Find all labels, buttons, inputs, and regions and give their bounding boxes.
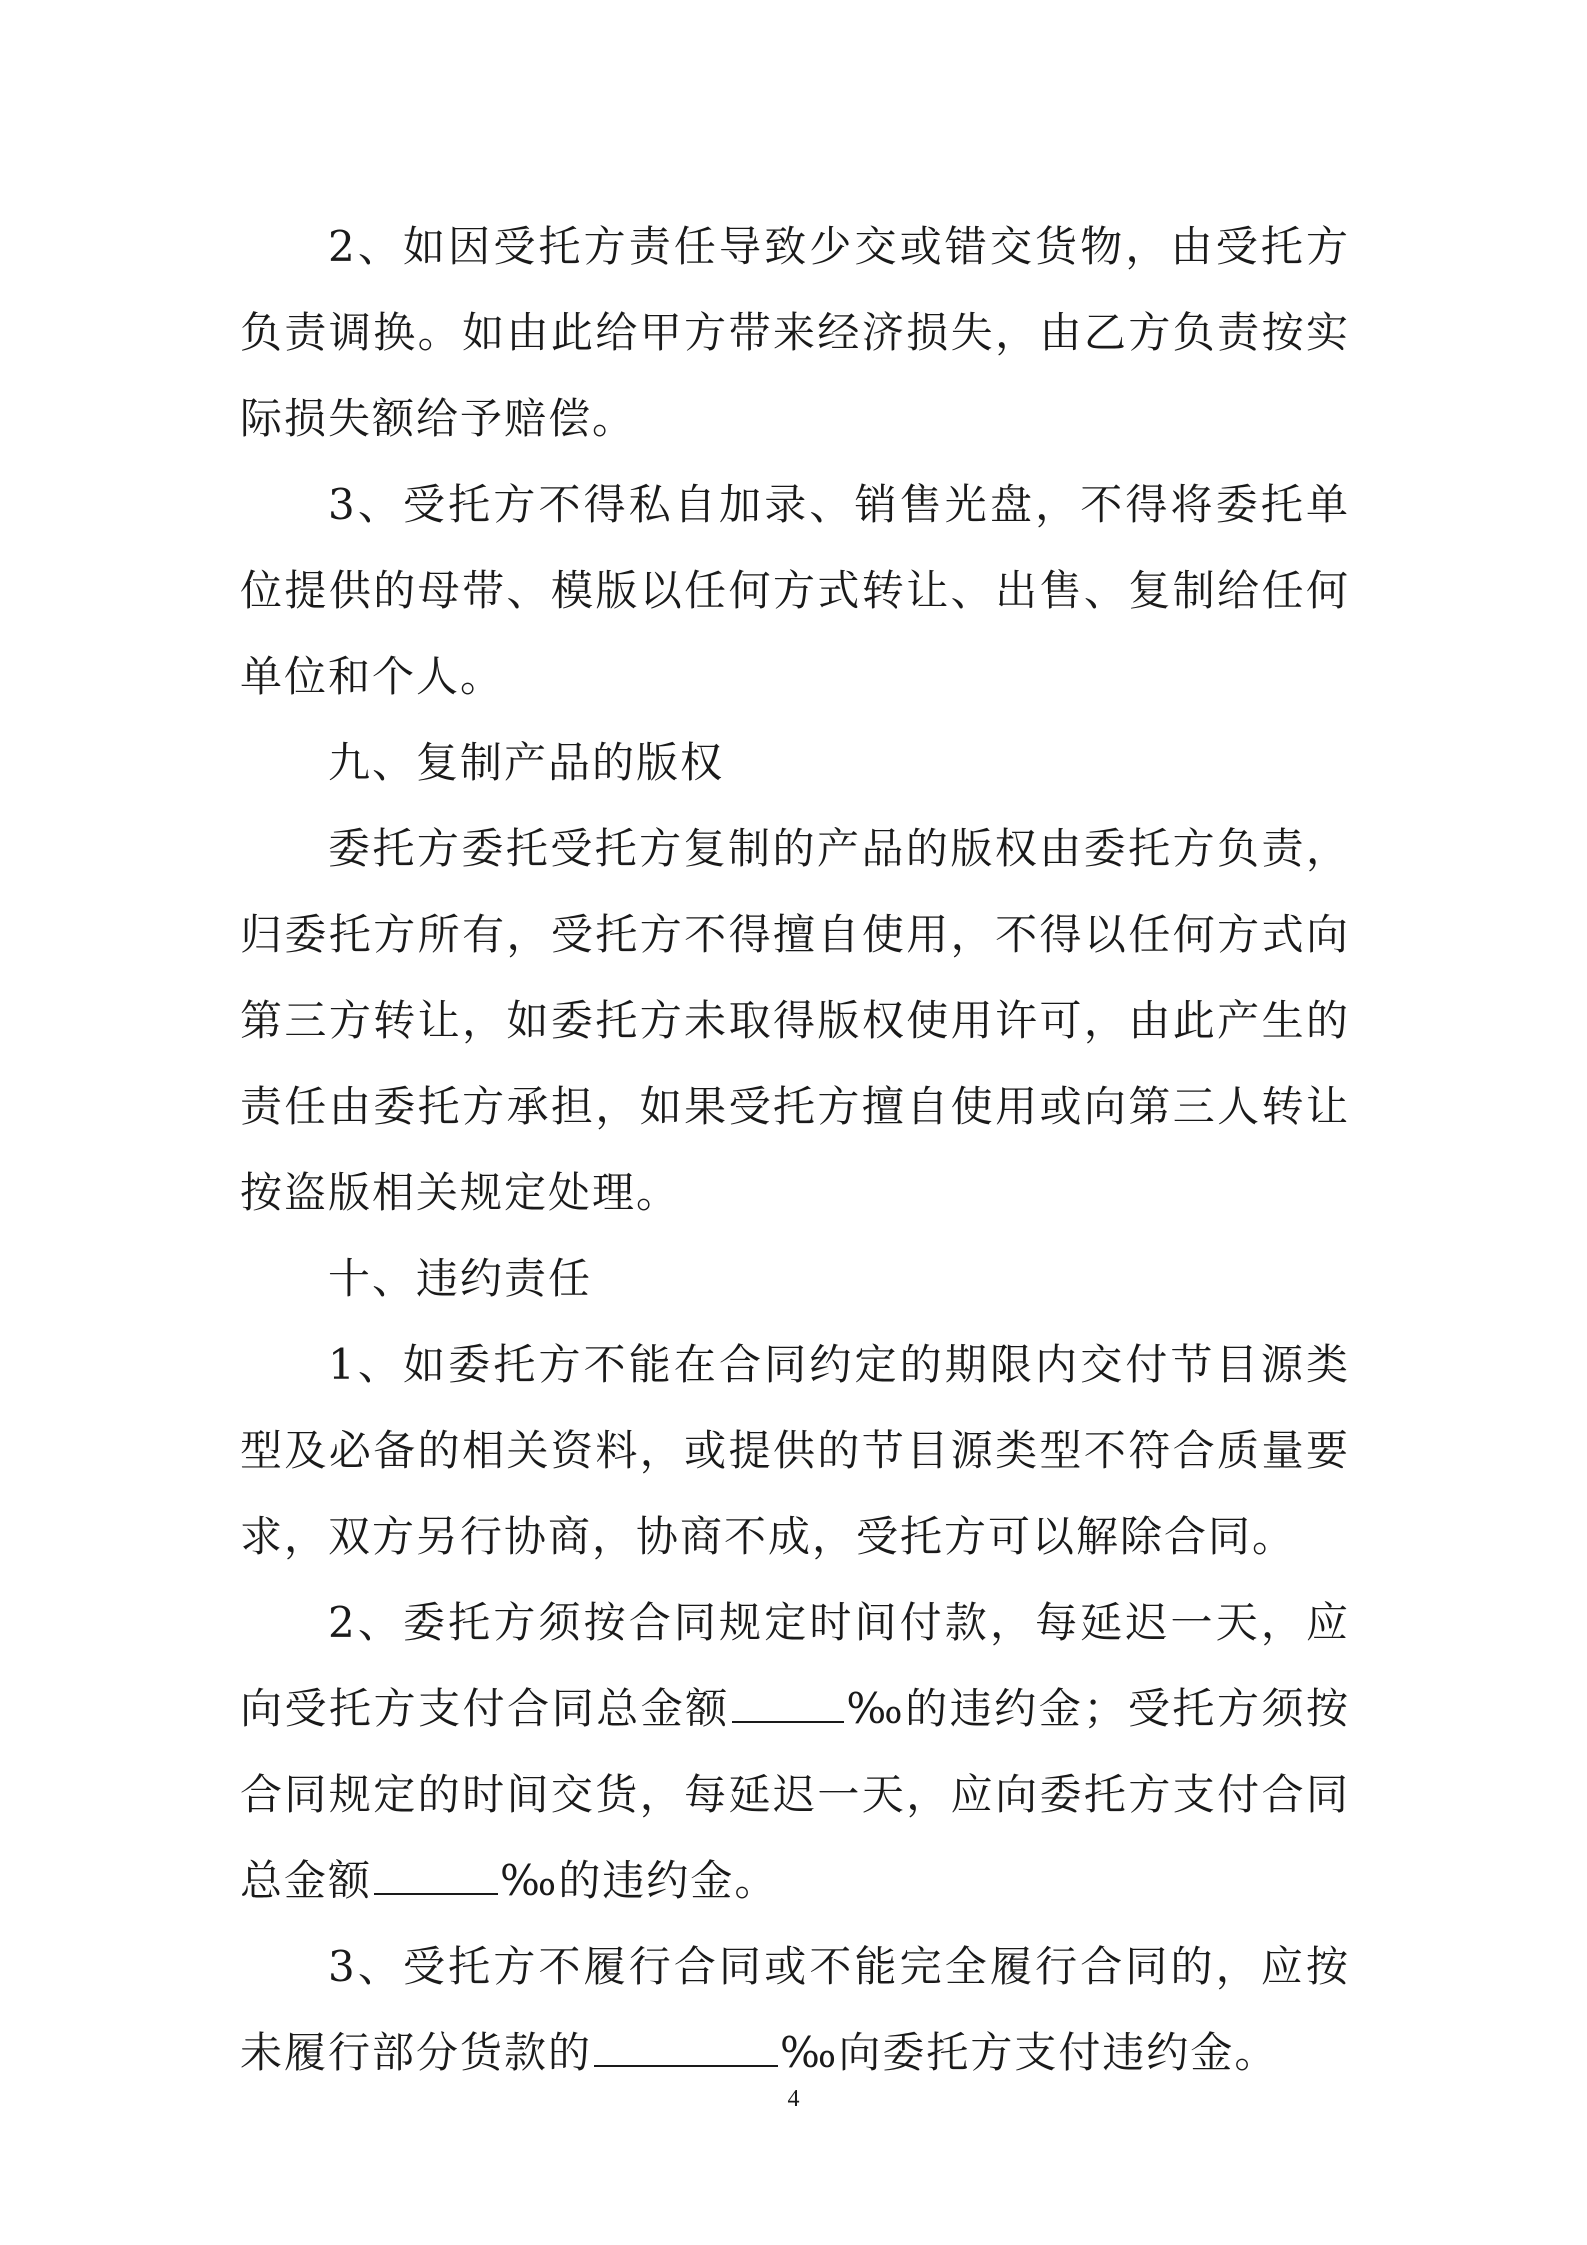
paragraph-clause-8-2: 2、如因受托方责任导致少交或错交货物，由受托方负责调换。如由此给甲方带来经济损失，由乙方负责按实际损失额给予赔偿。 xyxy=(240,222,1350,443)
paragraph-liability-3-part1: 3、受托方不履行合同或不能完全履行合同的，应按未履行部分货款的 xyxy=(240,1942,1350,2077)
fill-in-blank xyxy=(732,1681,844,1723)
page-number: 4 xyxy=(787,2086,800,2112)
paragraph-liability-3 xyxy=(240,1924,1350,2096)
paragraph-liability-3-part2: ‰向委托方支付违约金。 xyxy=(780,2028,1279,2077)
section-heading-copyright: 九、复制产品的版权 xyxy=(328,738,725,787)
paragraph-liability-1: 1、如委托方不能在合同约定的期限内交付节目源类型及必备的相关资料，或提供的节目源类型不符合质量要求，双方另行协商，协商不成，受托方可以解除合同。 xyxy=(240,1340,1350,1561)
paragraph-liability-2-part2: ‰的违约金；受托方须按合同规定的时间交货，每延迟一天，应向委托方支付合同总金额 xyxy=(240,1684,1350,1905)
paragraph-liability-2-part1: 2、委托方须按合同规定时间付款，每延迟一天，应向受托方支付合同总金额 xyxy=(240,1598,1350,1733)
paragraph-liability-2-part3: ‰的违约金。 xyxy=(500,1856,779,1905)
paragraph-clause-8-3: 3、受托方不得私自加录、销售光盘，不得将委托单位提供的母带、模版以任何方式转让、出售、复制给任何单位和个人。 xyxy=(240,480,1350,701)
section-heading-liability: 十、违约责任 xyxy=(328,1254,593,1303)
fill-in-blank xyxy=(594,2025,778,2067)
document-body xyxy=(240,204,1350,2096)
paragraph-liability-2 xyxy=(240,1580,1350,1924)
fill-in-blank xyxy=(374,1853,498,1895)
paragraph-copyright: 委托方委托受托方复制的产品的版权由委托方负责，归委托方所有，受托方不得擅自使用，不得以任何方式向第三方转让，如委托方未取得版权使用许可，由此产生的责任由委托方承担，如果受托方擅自使用或向第三人转让按盗版相关规定处理。 xyxy=(240,824,1350,1217)
